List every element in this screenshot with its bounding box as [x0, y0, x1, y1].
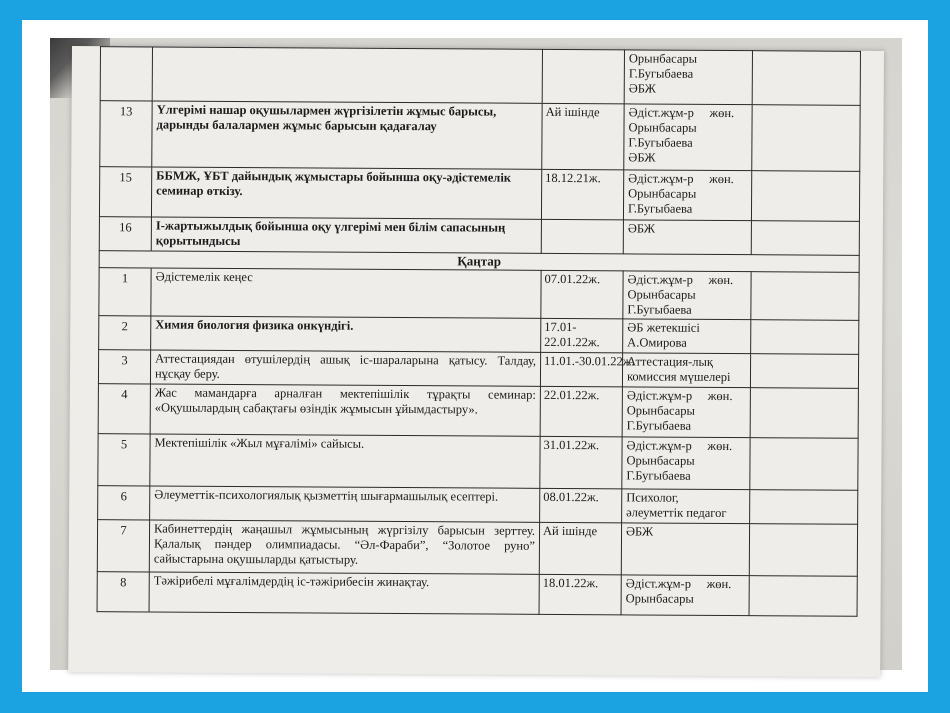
row-text: Мектепішілік «Жыл мұғалімі» сайысы. — [150, 434, 540, 488]
responsible-line: Г.Бугыбаева — [628, 66, 694, 81]
table-row — [100, 101, 860, 172]
row-number: 2 — [99, 316, 151, 350]
row-number: 4 — [98, 384, 150, 434]
row-text: Аттестациядан өтушілердің ашық іс-шараларына қатысу. Талдау, нұсқау беру. — [150, 350, 540, 386]
responsible-line: Г.Бугыбаева — [626, 418, 692, 433]
plan-table — [97, 46, 861, 617]
row-text: Әдістемелік кеңес — [151, 268, 541, 318]
row-number: 15 — [99, 167, 151, 217]
responsible-line: Психолог, — [626, 490, 679, 505]
responsible-line: комиссия мүшелері — [626, 369, 731, 385]
responsible-line: Әдіст.жұм-р жөн. — [625, 576, 732, 592]
row-empty-cell — [749, 576, 857, 617]
row-number: 5 — [98, 434, 150, 486]
row-text: ББМЖ, ҰБТ дайындық жұмыстары бойынша оқу-әдістемелік семинар өткізу. — [151, 167, 541, 219]
responsible-line: ӘБЖ — [626, 524, 654, 539]
section-title: Қаңтар — [99, 251, 859, 273]
responsible-line: Әдіст.жұм-р жөн. — [628, 105, 735, 121]
row-date: Ай ішінде — [539, 522, 621, 575]
table-row — [99, 167, 859, 222]
responsible-line: ӘБЖ — [627, 221, 656, 236]
row-empty-cell — [750, 354, 858, 389]
row-responsible — [623, 319, 751, 354]
row-text: Үлгерімі нашар оқушылармен жүргізілетін жұмыс барысы, дарынды балалармен жұмыс барысын қадағалау — [152, 101, 542, 169]
row-text: Тәжірибелі мұғалімдердің іс-тәжірибесін жинақтау. — [149, 572, 539, 614]
responsible-line: Орынбасары — [628, 186, 697, 201]
responsible-line: ӘБ жетекшісі — [627, 320, 700, 335]
responsible-line: ӘБЖ — [628, 81, 656, 96]
row-date: Ай ішінде — [542, 103, 624, 169]
row-number: 7 — [97, 520, 149, 572]
row-empty-cell — [750, 388, 858, 439]
responsible-line: Орынбасары — [625, 591, 694, 606]
row-number: 16 — [99, 217, 151, 251]
table-row — [99, 316, 859, 355]
paper-sheet — [68, 46, 884, 677]
row-empty-cell — [751, 320, 859, 355]
responsible-line: Орынбасары — [628, 51, 698, 66]
responsible-line: Орынбасары — [626, 403, 695, 418]
responsible-line: Г.Бугыбаева — [627, 201, 693, 216]
row-number — [100, 47, 152, 101]
row-date: 17.01-22.01.22ж. — [541, 318, 623, 353]
row-responsible — [623, 170, 751, 221]
row-number: 1 — [99, 268, 151, 316]
document-photo — [50, 38, 902, 670]
row-responsible — [621, 523, 749, 576]
responsible-line: Г.Бугыбаева — [628, 135, 693, 150]
row-empty-cell — [751, 221, 859, 256]
row-number: 13 — [100, 101, 152, 167]
row-date: 08.01.22ж. — [540, 488, 622, 523]
row-text: Кабинеттердің жаңашыл жұмысының жүргізілу барысын зерттеу. Қалалық пәндер олимпиадасы. “Әл-Фараби”, “Золотое руно” сайыстарына оқушыларды қатыстыру. — [149, 520, 539, 574]
row-number: 6 — [98, 486, 150, 520]
table-row — [98, 384, 858, 439]
row-empty-cell — [750, 490, 858, 525]
responsible-line: А.Омирова — [627, 335, 687, 350]
row-empty-cell — [750, 438, 858, 491]
row-text: І-жартыжылдық бойынша оқу үлгерімі мен білім сапасының қорытындысы — [151, 217, 541, 253]
row-number: 8 — [97, 572, 149, 612]
responsible-line: Г.Бугыбаева — [627, 302, 692, 317]
row-responsible — [622, 437, 750, 490]
row-empty-cell — [752, 51, 860, 106]
row-empty-cell — [749, 524, 857, 577]
table-row — [99, 268, 859, 321]
row-date — [542, 49, 624, 103]
table-row — [99, 217, 859, 256]
row-empty-cell — [751, 272, 859, 321]
responsible-line: Әдіст.жұм-р жөн. — [627, 272, 734, 288]
row-responsible — [622, 353, 750, 388]
responsible-line: Орынбасары — [628, 120, 697, 135]
responsible-line: Аттестация-лық — [627, 354, 714, 369]
photo-frame — [22, 20, 928, 692]
row-responsible — [623, 271, 751, 320]
responsible-line: әлеуметтік педагог — [626, 505, 727, 521]
row-date: 22.01.22ж. — [540, 386, 622, 436]
row-empty-cell — [751, 171, 859, 222]
row-date: 18.01.22ж. — [539, 574, 621, 615]
responsible-line: Әдіст.жұм-р жөн. — [626, 388, 733, 404]
table-row — [97, 520, 857, 577]
row-responsible — [624, 104, 752, 171]
row-responsible — [624, 50, 752, 105]
responsible-line: ӘБЖ — [628, 150, 656, 165]
row-text: Химия биология физика онкүндігі. — [151, 316, 541, 352]
table-row — [98, 350, 858, 389]
responsible-line: Орынбасары — [627, 287, 696, 302]
table-row — [100, 47, 860, 106]
row-text: Жас мамандарға арналған мектепішілік тұрақты семинар: «Оқушылардың сабақтағы өзіндік жұмысын ұйымдастыру». — [150, 384, 540, 436]
row-responsible — [622, 387, 750, 438]
row-empty-cell — [752, 105, 860, 172]
row-number: 3 — [98, 350, 150, 384]
row-text: Әлеуметтік-психологиялық қызметтің шығармашылық есептері. — [150, 486, 540, 522]
responsible-line: Әдіст.жұм-р жөн. — [628, 171, 734, 187]
row-text — [152, 47, 542, 103]
row-date: 31.01.22ж. — [540, 436, 622, 488]
responsible-line: Әдіст.жұм-р жөн. — [626, 438, 733, 454]
row-date: 07.01.22ж. — [541, 270, 623, 319]
row-responsible — [623, 220, 751, 255]
row-date: 11.01.-30.01.22ж. — [540, 352, 622, 387]
row-date — [541, 219, 623, 254]
row-responsible — [621, 575, 749, 616]
responsible-line: Орынбасары — [626, 453, 695, 468]
table-row — [98, 434, 858, 491]
row-responsible — [622, 489, 750, 524]
row-date: 18.12.21ж. — [541, 169, 623, 219]
responsible-line: Г.Бугыбаева — [626, 468, 691, 483]
table-row — [98, 486, 858, 525]
table-row — [97, 572, 857, 617]
